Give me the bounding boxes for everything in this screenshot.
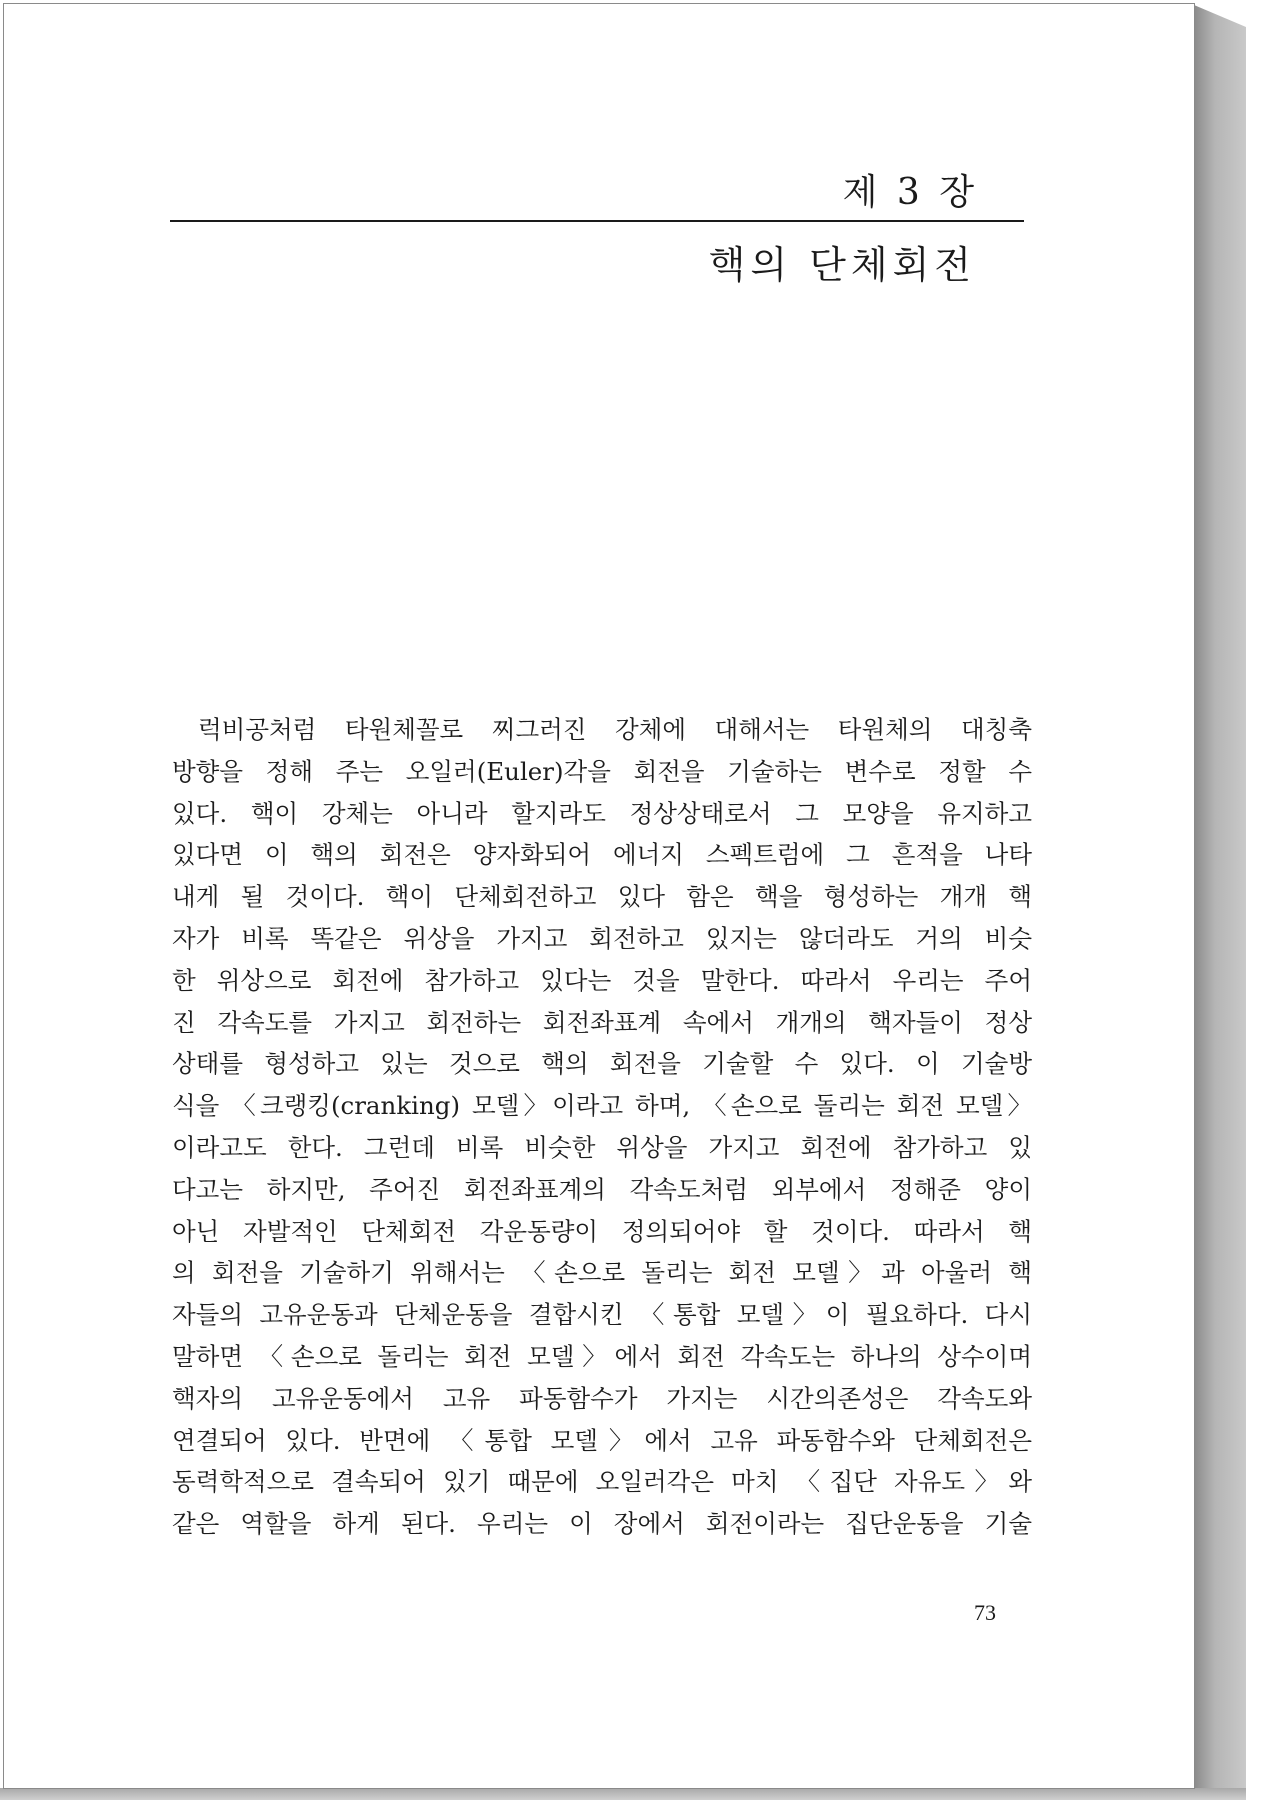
body-line: 자가 비록 똑같은 위상을 가지고 회전하고 있지는 않더라도 거의 비슷 (172, 923, 1032, 953)
body-line: 내게 될 것이다. 핵이 단체회전하고 있다 함은 핵을 형성하는 개개 핵 (172, 882, 1032, 912)
book-page-edges-right (1194, 5, 1246, 1795)
body-text (172, 709, 1032, 1545)
body-line: 이라고도 한다. 그런데 비록 비슷한 위상을 가지고 회전에 참가하고 있 (172, 1132, 1032, 1162)
chapter-divider-rule (170, 220, 1024, 222)
body-line: 방향을 정해 주는 오일러(Euler)각을 회전을 기술하는 변수로 정할 수 (172, 756, 1032, 786)
body-line: 자들의 고유운동과 단체운동을 결합시킨 〈통합 모델〉이 필요하다. 다시 (172, 1300, 1032, 1330)
body-line: 있다. 핵이 강체는 아니라 할지라도 정상상태로서 그 모양을 유지하고 (172, 798, 1032, 828)
book-page (3, 3, 1195, 1789)
body-line: 다고는 하지만, 주어진 회전좌표계의 각속도처럼 외부에서 정해준 양이 (172, 1174, 1032, 1204)
chapter-number: 제 3 장 (842, 172, 978, 213)
body-line: 상태를 형성하고 있는 것으로 핵의 회전을 기술할 수 있다. 이 기술방 (172, 1049, 1032, 1079)
body-line: 동력학적으로 결속되어 있기 때문에 오일러각은 마치 〈집단 자유도〉와 (172, 1467, 1032, 1497)
chapter-title: 핵의 단체회전 (708, 243, 976, 287)
book-page-edges-bottom (0, 1788, 1246, 1800)
body-line: 아닌 자발적인 단체회전 각운동량이 정의되어야 할 것이다. 따라서 핵 (172, 1216, 1032, 1246)
body-line: 말하면 〈손으로 돌리는 회전 모델〉에서 회전 각속도는 하나의 상수이며 (172, 1341, 1032, 1371)
body-line: 같은 역할을 하게 된다. 우리는 이 장에서 회전이라는 집단운동을 기술 (172, 1509, 1032, 1539)
body-line: 의 회전을 기술하기 위해서는 〈손으로 돌리는 회전 모델〉과 아울러 핵 (172, 1258, 1032, 1288)
body-line: 핵자의 고유운동에서 고유 파동함수가 가지는 시간의존성은 각속도와 (172, 1383, 1032, 1413)
body-line: 한 위상으로 회전에 참가하고 있다는 것을 말한다. 따라서 우리는 주어 (172, 965, 1032, 995)
body-line: 식을 〈크랭킹(cranking) 모델〉이라고 하며, 〈손으로 돌리는 회전 모델〉 (172, 1091, 1032, 1121)
body-line: 연결되어 있다. 반면에 〈통합 모델〉에서 고유 파동함수와 단체회전은 (172, 1425, 1032, 1455)
body-line: 있다면 이 핵의 회전은 양자화되어 에너지 스펙트럼에 그 흔적을 나타 (172, 840, 1032, 870)
body-line: 진 각속도를 가지고 회전하는 회전좌표계 속에서 개개의 핵자들이 정상 (172, 1007, 1032, 1037)
body-line: 럭비공처럼 타원체꼴로 찌그러진 강체에 대해서는 타원체의 대칭축 (198, 715, 1032, 744)
page-number: 73 (974, 1600, 996, 1625)
